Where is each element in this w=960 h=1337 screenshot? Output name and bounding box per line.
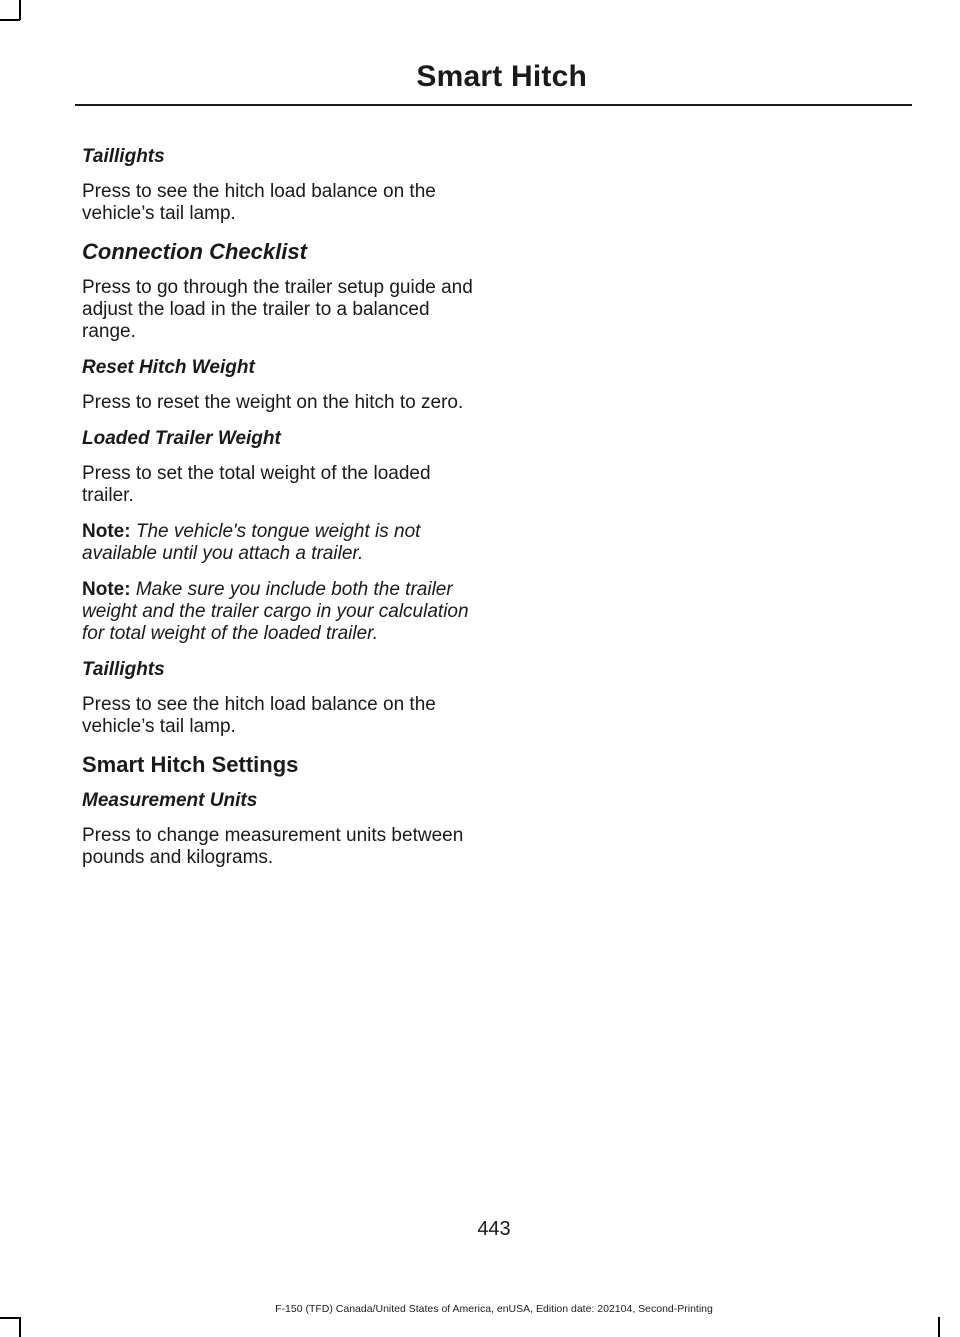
note-text: Make sure you include both the trailer weight and the trailer cargo in your calculation for total weight of the loaded trailer. — [82, 579, 469, 644]
page-title: Smart Hitch — [416, 60, 587, 93]
taillights-heading: Taillights — [82, 146, 165, 167]
main-content — [82, 146, 482, 883]
taillights-text-2: Press to see the hitch load balance on the vehicle’s tail lamp. — [82, 694, 436, 737]
crop-mark-bottom-left-h — [0, 1317, 20, 1319]
note-label: Note: — [82, 521, 131, 542]
connection-checklist-text: Press to go through the trailer setup guide and adjust the load in the trailer to a balanced range. — [82, 277, 473, 342]
footer-edition: F-150 (TFD) Canada/United States of America, enUSA, Edition date: 202104, Second-Printing — [275, 1303, 713, 1315]
connection-checklist-heading: Connection Checklist — [82, 239, 307, 264]
taillights-heading-2: Taillights — [82, 659, 165, 680]
reset-hitch-weight-text: Press to reset the weight on the hitch to zero. — [82, 392, 464, 413]
loaded-trailer-weight-text: Press to set the total weight of the loaded trailer. — [82, 463, 431, 506]
crop-mark-bottom-left — [19, 1317, 21, 1337]
crop-mark-top-left-h — [0, 19, 20, 21]
note-total-weight — [82, 579, 482, 645]
measurement-units-heading: Measurement Units — [82, 790, 258, 811]
note-text: The vehicle's tongue weight is not available until you attach a trailer. — [82, 521, 421, 564]
taillights-text: Press to see the hitch load balance on the vehicle’s tail lamp. — [82, 181, 436, 224]
note-tongue-weight — [82, 521, 482, 565]
measurement-units-text: Press to change measurement units between pounds and kilograms. — [82, 825, 464, 868]
page-number: 443 — [477, 1218, 511, 1240]
reset-hitch-weight-heading: Reset Hitch Weight — [82, 357, 255, 378]
note-label: Note: — [82, 579, 131, 600]
crop-mark-top-left — [19, 0, 21, 20]
smart-hitch-settings-heading: Smart Hitch Settings — [82, 752, 299, 777]
loaded-trailer-weight-heading: Loaded Trailer Weight — [82, 428, 281, 449]
header-divider — [75, 104, 912, 106]
crop-mark-bottom-right — [938, 1317, 940, 1337]
